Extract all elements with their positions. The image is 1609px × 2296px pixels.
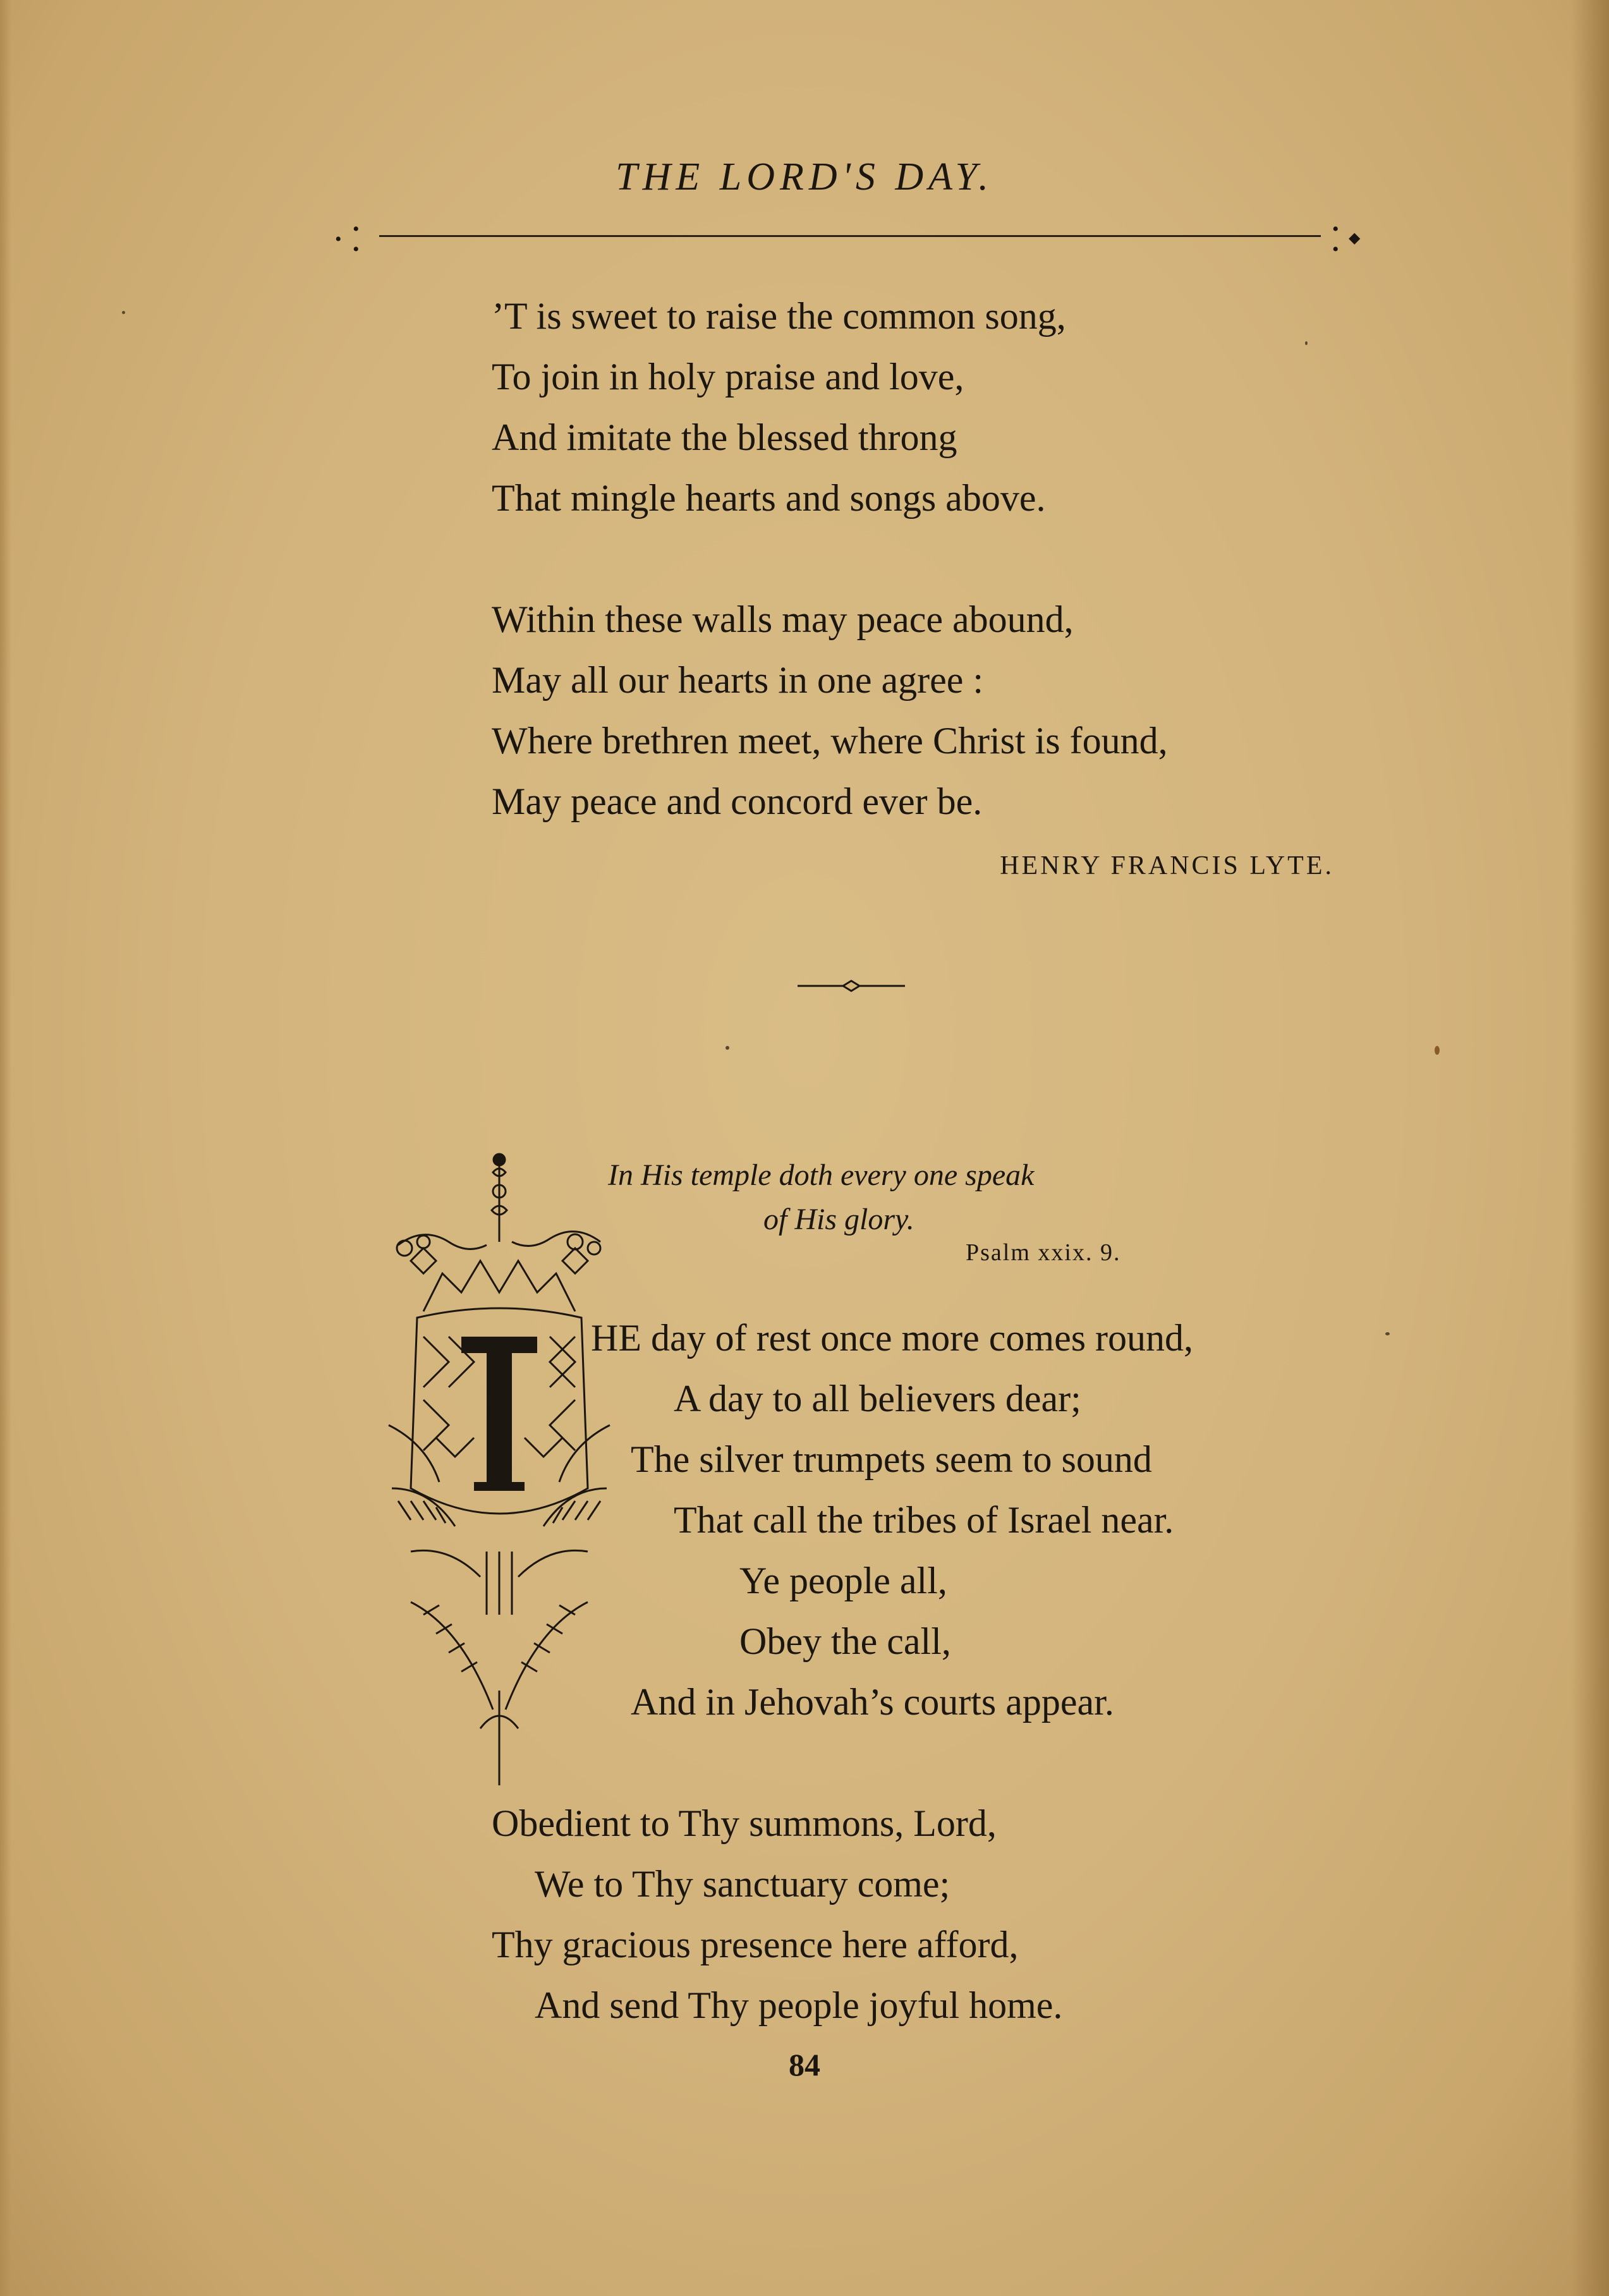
poem-line: And send Thy people joyful home. bbox=[535, 1984, 1063, 2026]
poem-line: Ye people all, bbox=[739, 1560, 947, 1601]
poem-line: That mingle hearts and songs above. bbox=[492, 477, 1046, 519]
paper-speck bbox=[122, 311, 125, 314]
scripture-citation: Psalm xxix. 9. bbox=[966, 1239, 1121, 1266]
poem-line: Obey the call, bbox=[739, 1620, 951, 1662]
poem-line: ’T is sweet to raise the common song, bbox=[492, 295, 1066, 337]
epigraph-line: In His temple doth every one speak bbox=[608, 1158, 1035, 1192]
epigraph-line: of His glory. bbox=[763, 1203, 914, 1236]
page-edge-shadow-left bbox=[0, 0, 11, 2296]
decorated-initial-ornament bbox=[386, 1147, 613, 1789]
poem-line: We to Thy sanctuary come; bbox=[535, 1863, 950, 1905]
header-rule bbox=[379, 235, 1321, 237]
poem-line: Obedient to Thy summons, Lord, bbox=[492, 1802, 997, 1844]
poem-line: A day to all believers dear; bbox=[674, 1378, 1081, 1419]
poem-line: Thy gracious presence here afford, bbox=[492, 1924, 1019, 1965]
paper-speck bbox=[726, 1046, 729, 1050]
poem-line: May all our hearts in one agree : bbox=[492, 659, 984, 701]
paper-speck bbox=[1305, 341, 1308, 345]
poem-line: Where brethren meet, where Christ is found, bbox=[492, 720, 1168, 762]
paper-speck bbox=[1435, 1046, 1440, 1055]
poem-line: To join in holy praise and love, bbox=[492, 356, 964, 398]
author-attribution: HENRY FRANCIS LYTE. bbox=[1000, 851, 1334, 880]
page-edge-shadow-right bbox=[1571, 0, 1609, 2296]
running-title: THE LORD'S DAY. bbox=[616, 155, 993, 198]
separator-ornament-icon bbox=[798, 980, 905, 992]
poem-line: And in Jehovah’s courts appear. bbox=[631, 1681, 1114, 1723]
poem-line: May peace and concord ever be. bbox=[492, 781, 983, 822]
poem-line: HE day of rest once more comes round, bbox=[591, 1317, 1194, 1359]
poem-line: And imitate the blessed throng bbox=[492, 416, 957, 458]
paper-speck bbox=[1385, 1332, 1390, 1335]
page-number: 84 bbox=[789, 2047, 820, 2082]
poem-line: That call the tribes of Israel near. bbox=[674, 1499, 1174, 1541]
book-page: THE LORD'S DAY. • • • • • ◆ ’T is sweet to raise the common song, To join in holy praise and love, And imitate the blessed throng That mingle hearts and songs above. Within these walls may peace abound, May all our hearts in one agree : Where brethren meet, where Christ is found, May peace and concord ever be. HENRY FRANCIS LYTE. In His temple doth every one speak of His glory. Psalm xxix. 9. HE day of rest once more comes round, A day to all believers dear; The silver trumpets seem to sound That call the tribes of Israel near. Ye people all, Obey the call, And in Jehovah’s courts appear. Obedient to Thy summons, Lord, We to Thy sanctuary come; Thy gracious presence here afford, And send Thy people joyful home. 84 bbox=[0, 0, 1609, 2296]
poem-line: Within these walls may peace abound, bbox=[492, 598, 1074, 640]
poem-line: The silver trumpets seem to sound bbox=[631, 1438, 1152, 1480]
